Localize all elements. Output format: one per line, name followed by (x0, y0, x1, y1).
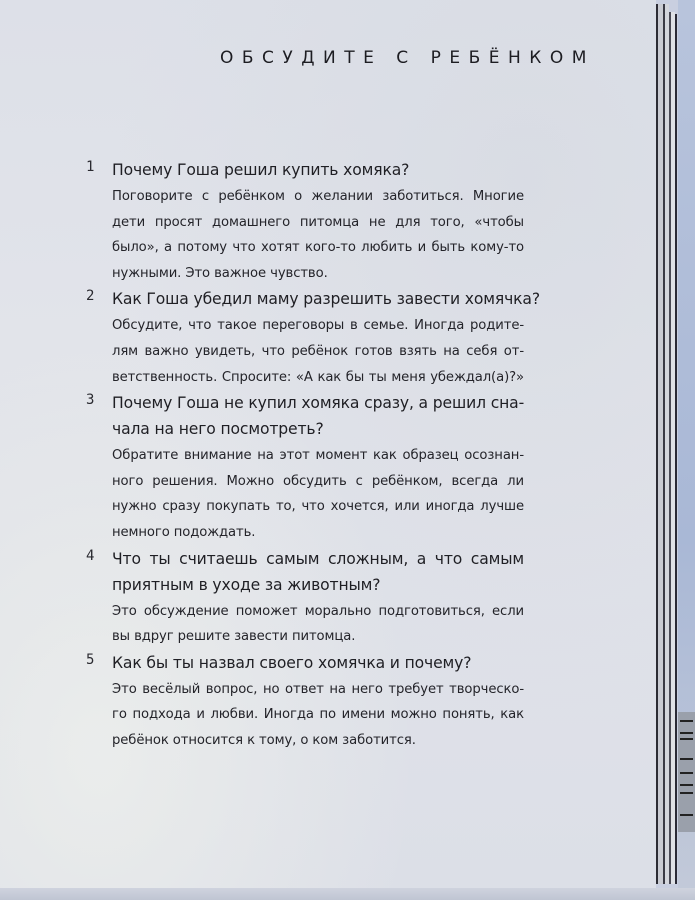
answer-line: вы вдруг решите завести питомца. (112, 629, 356, 645)
question-item (84, 157, 524, 286)
answer-line: немного подождать. (112, 524, 256, 540)
question-number: 1 (86, 159, 95, 175)
strip-mark (680, 732, 693, 734)
question-line: Как Гоша убедил маму разрешить завести хомячка? (112, 290, 540, 309)
question-text (112, 650, 524, 676)
question-item (84, 650, 524, 754)
answer-line: нужными. Это важное чувство. (112, 265, 328, 281)
answer-line: Обсудите, что такое переговоры в семье. Иногда родите- (112, 318, 524, 334)
answer-line: лям важно увидеть, что ребёнок готов взять на себя от- (112, 343, 524, 359)
question-line: чала на него посмотреть? (112, 420, 324, 439)
strip-mark (680, 772, 693, 774)
answer-line: Поговорите с ребёнком о желании заботиться. Многие (112, 189, 524, 204)
question-item (84, 546, 524, 650)
question-text (112, 157, 524, 183)
answer-line: ного решения. Можно обсудить с ребёнком, всегда ли (112, 473, 524, 489)
answer-line: дети просят домашнего питомца не для того, «чтобы (112, 214, 524, 230)
answer-line: Это обсуждение поможет морально подготовиться, если (112, 603, 524, 619)
question-item (84, 390, 524, 545)
question-line: приятным в уходе за животным? (112, 575, 381, 594)
discussion-questions-list (84, 157, 540, 754)
strip-mark (680, 738, 693, 740)
question-text (112, 390, 524, 442)
question-line: Как бы ты назвал своего хомячка и почему? (112, 653, 472, 672)
answer-line: Обратите внимание на этот момент как образец осознан- (112, 448, 524, 464)
page-heading: ОБСУДИТЕ С РЕБЁНКОМ (220, 48, 595, 68)
answer-text (112, 313, 524, 390)
strip-mark (680, 792, 693, 794)
question-number: 2 (86, 288, 95, 305)
question-line: Почему Гоша не купил хомяка сразу, а решил сна- (112, 394, 525, 413)
question-text (112, 546, 524, 598)
answer-line: было», а потому что хотят кого-то любить и быть кому-то (112, 240, 524, 256)
strip-mark (680, 814, 693, 816)
question-number: 5 (86, 651, 95, 668)
background-printed-strip (678, 712, 695, 832)
answer-text (112, 599, 524, 650)
question-line: Что ты считаешь самым сложным, а что самым (112, 549, 524, 568)
answer-line: нужно сразу покупать то, что хочется, или иногда лучше (112, 499, 524, 515)
answer-line: го подхода и любви. Иногда по имени можно понять, как (112, 707, 524, 723)
page-bottom-shadow (0, 888, 695, 900)
question-number: 3 (86, 392, 95, 409)
question-line: Почему Гоша решил купить хомяка? (112, 161, 410, 179)
strip-mark (680, 758, 693, 760)
answer-line: Это весёлый вопрос, но ответ на него требует творческо- (112, 681, 524, 697)
page-edge-line (675, 14, 677, 884)
question-number: 4 (86, 547, 95, 564)
answer-line: ветственность. Спросите: «А как бы ты меня убеждал(а)?» (112, 369, 524, 385)
answer-text (112, 677, 524, 754)
answer-text (112, 184, 524, 286)
question-text (112, 286, 540, 312)
answer-line: ребёнок относится к тому, о ком заботится. (112, 732, 416, 748)
strip-mark (680, 720, 693, 722)
question-item (84, 286, 540, 390)
strip-mark (680, 784, 693, 786)
answer-text (112, 443, 524, 545)
